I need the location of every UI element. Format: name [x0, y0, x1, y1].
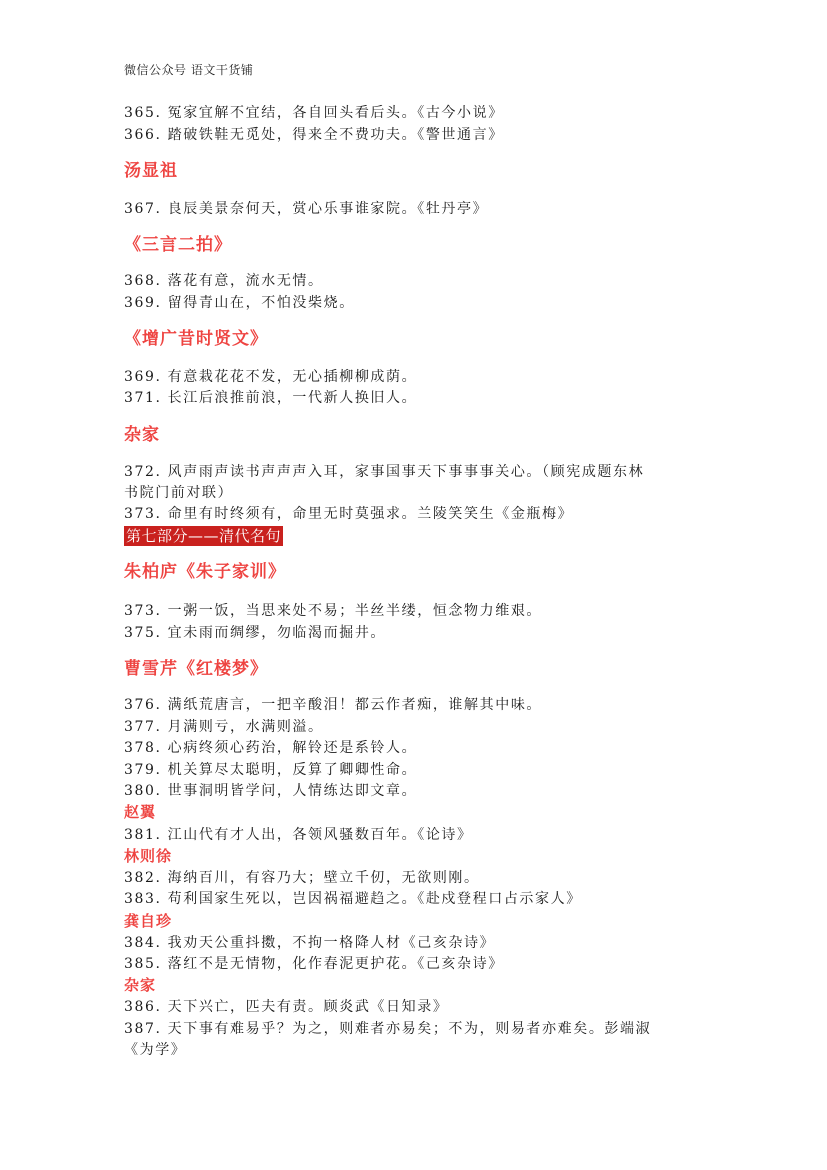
- quote-line: 书院门前对联）: [124, 485, 234, 501]
- quote-line: 376. 满纸荒唐言，一把辛酸泪！都云作者痴，谁解其中味。: [124, 697, 543, 713]
- quote-line: 378. 心病终须心药治，解铃还是系铃人。: [124, 740, 418, 756]
- quote-line: 375. 宜未雨而绸缪，勿临渴而掘井。: [124, 625, 387, 641]
- quote-line: 369. 有意栽花花不发，无心插柳柳成荫。: [124, 369, 418, 385]
- quote-line: 387. 天下事有难易乎？为之，则难者亦易矣；不为，则易者亦难矣。彭端淑: [124, 1021, 652, 1037]
- quote-line: 384. 我劝天公重抖擞，不拘一格降人材《己亥杂诗》: [124, 935, 496, 951]
- section-heading: 林则徐: [124, 847, 173, 865]
- quote-line: 373. 命里有时终须有，命里无时莫强求。兰陵笑笑生《金瓶梅》: [124, 506, 574, 522]
- section-heading: 《三言二拍》: [124, 235, 232, 255]
- section-heading: 龚自珍: [124, 912, 173, 930]
- quote-line: 367. 良辰美景奈何天，赏心乐事谁家院。《牡丹亭》: [124, 201, 489, 217]
- quote-line: 380. 世事洞明皆学问，人情练达即文章。: [124, 783, 418, 799]
- page-header: 微信公众号 语文干货铺: [124, 63, 254, 77]
- section-heading: 杂家: [124, 425, 160, 445]
- quote-line: 386. 天下兴亡，匹夫有责。顾炎武《日知录》: [124, 999, 449, 1015]
- quote-line: 372. 风声雨声读书声声声入耳，家事国事天下事事事关心。（顾宪成题东林: [124, 464, 645, 480]
- quote-line: 368. 落花有意，流水无情。: [124, 273, 324, 289]
- section-heading: 汤显祖: [124, 161, 178, 181]
- quote-line: 366. 踏破铁鞋无觅处，得来全不费功夫。《警世通言》: [124, 127, 504, 143]
- quote-line: 371. 长江后浪推前浪，一代新人换旧人。: [124, 390, 418, 406]
- quote-line: 385. 落红不是无情物，化作春泥更护花。《己亥杂诗》: [124, 956, 504, 972]
- quote-line: 379. 机关算尽太聪明，反算了卿卿性命。: [124, 762, 418, 778]
- quote-line: 365. 冤家宜解不宜结，各自回头看后头。《古今小说》: [124, 105, 504, 121]
- quote-line: 373. 一粥一饭，当思来处不易；半丝半缕，恒念物力维艰。: [124, 603, 543, 619]
- quote-line: 377. 月满则亏，水满则溢。: [124, 719, 324, 735]
- section-heading: 杂家: [124, 976, 157, 994]
- section-heading: 赵翼: [124, 803, 157, 821]
- quote-line: 369. 留得青山在，不怕没柴烧。: [124, 295, 355, 311]
- quote-line: 382. 海纳百川，有容乃大；壁立千仞，无欲则刚。: [124, 870, 480, 886]
- quote-line: 383. 苟利国家生死以，岂因祸福避趋之。《赴戍登程口占示家人》: [124, 891, 582, 907]
- section-heading: 朱柏庐《朱子家训》: [124, 562, 286, 582]
- section-heading: 《增广昔时贤文》: [124, 329, 268, 349]
- section-heading: 曹雪芹《红楼梦》: [124, 659, 268, 679]
- part-title-banner: 第七部分——清代名句: [126, 527, 282, 545]
- quote-line: 《为学》: [124, 1042, 187, 1058]
- quote-line: 381. 江山代有才人出，各领风骚数百年。《论诗》: [124, 827, 473, 843]
